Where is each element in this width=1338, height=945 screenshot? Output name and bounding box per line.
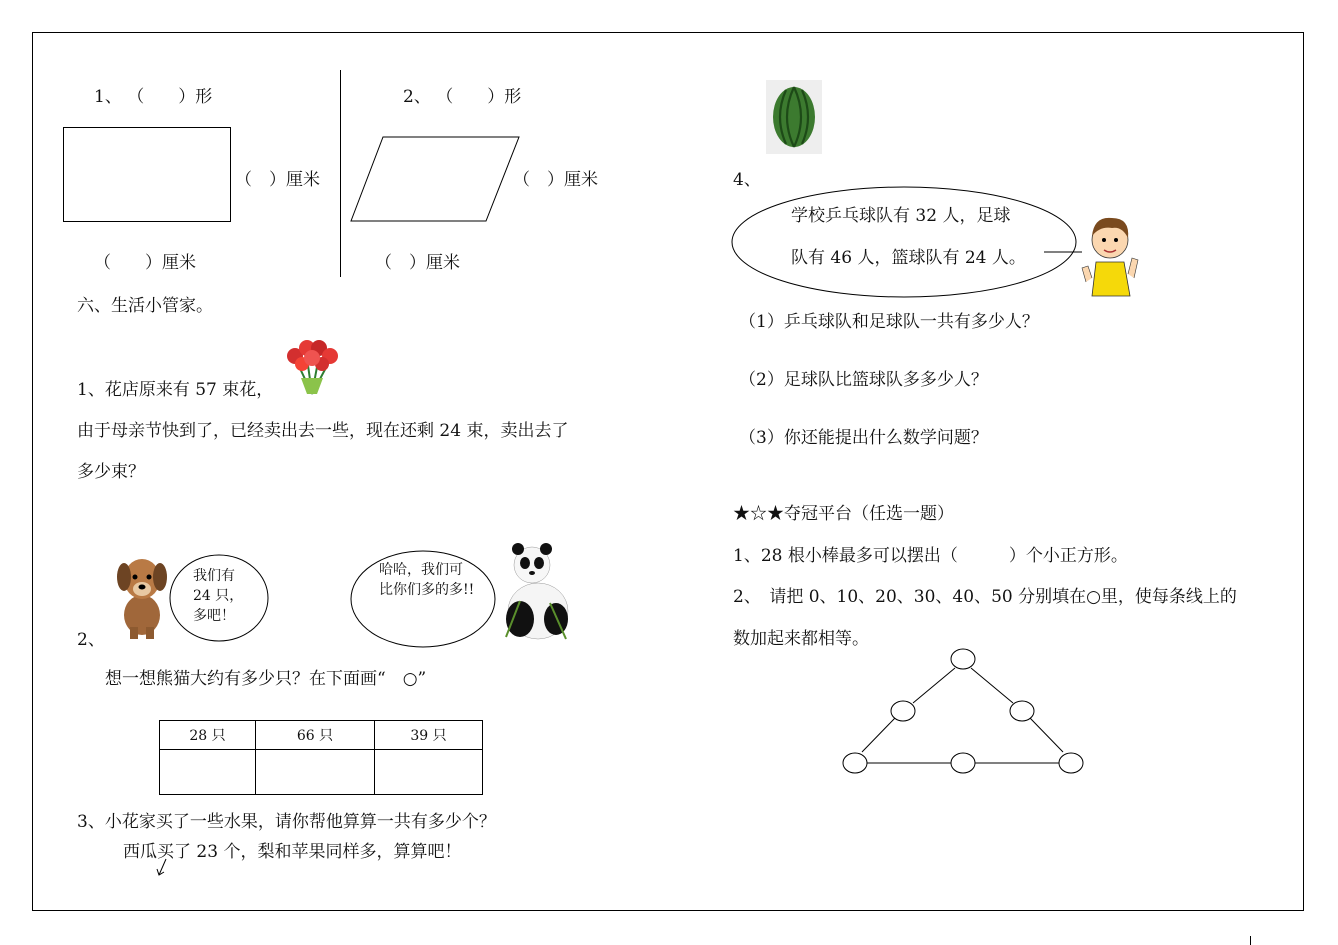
q2-number: 2、 [77,630,105,650]
shape1-right-length: （ ）厘米 [235,170,320,190]
shape2-bottom-length: （ ）厘米 [375,253,460,273]
q3-line2: 西瓜买了 23 个，梨和苹果同样多，算算吧！ [123,842,462,862]
challenge-q2-line2: 数加起来都相等。 [733,629,869,649]
q4-speech-line2: 队有 46 人，篮球队有 24 人。 [791,248,1026,268]
q4-number: 4、 [733,170,761,190]
q4-speech-line1: 学校乒乓球队有 32 人，足球 [791,206,1011,226]
q2-prompt: 想一想熊猫大约有多少只？在下面画“ ○” [105,669,427,689]
section6-heading: 六、生活小管家。 [77,296,213,316]
page-edge-mark [1250,936,1251,945]
puzzle-circle-mid-left [891,701,915,721]
option-28: 28 只 [160,721,256,750]
shape2-title: 2、 （ ）形 [403,87,522,107]
q4-sub3: （3）你还能提出什么数学问题？ [739,428,988,448]
panda-speech-text: 哈哈，我们可比你们多的多!! [379,562,475,598]
challenge-q1: 1、28 根小棒最多可以摆出（ ）个小正方形。 [733,546,1128,566]
q4-sub1: （1）乒乓球队和足球队一共有多少人？ [739,312,1039,332]
puzzle-circle-bottom-mid [951,753,975,773]
puzzle-circle-top [951,649,975,669]
q3-line1: 3、小花家买了一些水果，请你帮他算算一共有多少个？ [77,812,496,832]
challenge-q2-line1: 2、 请把 0、10、20、30、40、50 分别填在○里，使每条线上的 [733,587,1237,607]
shape1-title: 1、 （ ）形 [94,87,213,107]
puzzle-circle-bottom-right [1059,753,1083,773]
puzzle-circle-mid-right [1010,701,1034,721]
shape1-bottom-length: （ ）厘米 [94,253,196,273]
dog-speech-text: 我们有 24 只，多吧！ [193,568,244,624]
shape2-right-length: （ ）厘米 [513,170,598,190]
q1-line1: 1、花店原来有 57 束花， [77,380,274,400]
q4-sub2: （2）足球队比篮球队多多少人？ [739,370,988,390]
puzzle-circle-bottom-left [843,753,867,773]
challenge-heading: ★☆★夺冠平台（任选一题） [733,504,954,524]
q1-line2: 由于母亲节快到了，已经卖出去一些，现在还剩 24 束，卖出去了 [77,421,569,441]
option-39: 39 只 [375,721,483,750]
option-66: 66 只 [256,721,375,750]
q1-line3: 多少束？ [77,462,145,482]
